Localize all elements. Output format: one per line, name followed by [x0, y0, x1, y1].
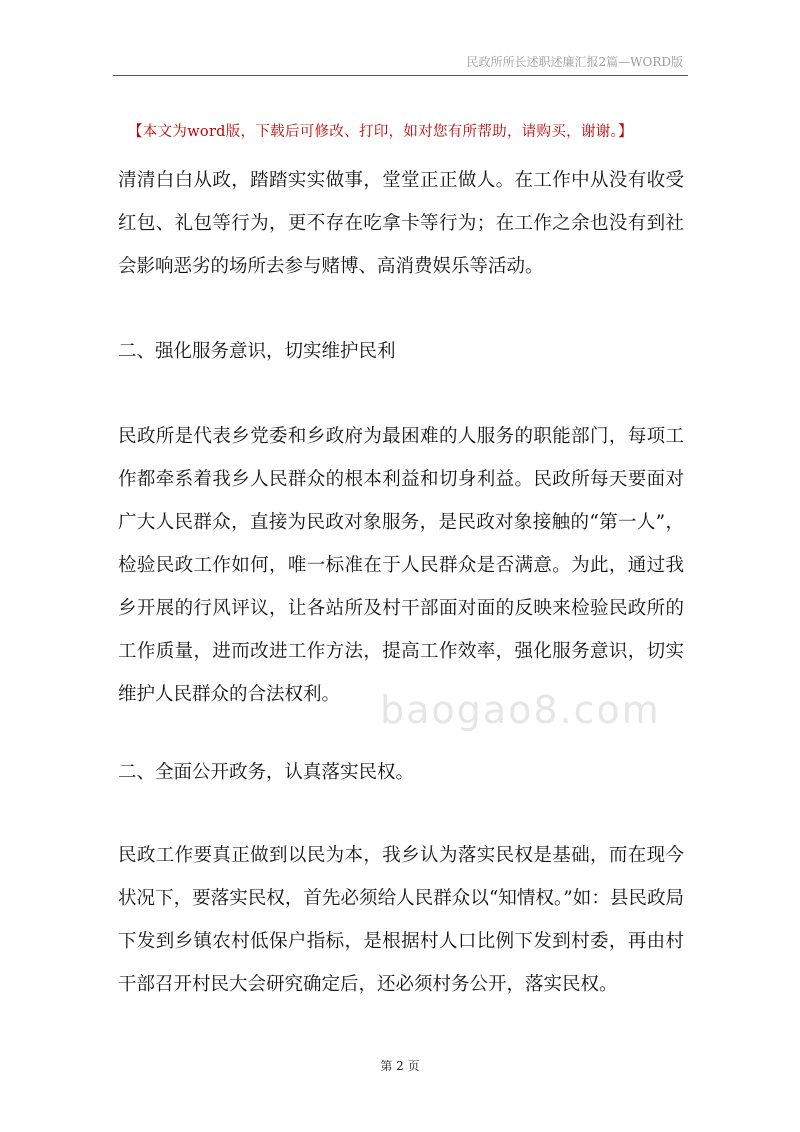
page-number: 第 2 页 [380, 1059, 420, 1073]
section-heading-transparency: 二、全面公开政务，认真落实民权。 [118, 762, 415, 783]
paragraph-service: 民政所是代表乡党委和乡政府为最困难的人服务的职能部门，每项工作都牵系着我乡人民群众的根本利益和切身利益。民政所每天要面对广大人民群众，直接为民政对象服务，是民政对象接触的“第一人”，检验民政工作如何，唯一标准在于人民群众是否满意。为此，通过我乡开展的行风评议，让各站所及村干部面对面的反映来检验民政所的工作质量，进而改进工作方法，提高工作效率，强化服务意识，切实维护人民群众的合法权利。 [118, 426, 684, 705]
paragraph-transparency: 民政工作要真正做到以民为本，我乡认为落实民权是基础，而在现今状况下，要落实民权，首先必须给人民群众以“知情权。”如：县民政局下发到乡镇农村低保户指标，是根据村人口比例下发到村委，再由村干部召开村民大会研究确定后，还必须村务公开，落实民权。 [118, 845, 684, 995]
running-header: 民政所所长述职述廉汇报2篇—WORD版 [466, 55, 683, 69]
watermark: baogao8.com [380, 688, 661, 732]
paragraph-integrity: 清清白白从政，踏踏实实做事，堂堂正正做人。在工作中从没有收受红包、礼包等行为，更不存在吃拿卡等行为；在工作之余也没有到社会影响恶劣的场所去参与赌博、高消费娱乐等活动。 [118, 170, 684, 277]
purchase-notice: 【本文为word版，下载后可修改、打印，如对您有所帮助，请购买，谢谢。】 [128, 124, 633, 140]
header-divider [113, 75, 688, 76]
section-heading-service: 二、强化服务意识，切实维护民利 [118, 341, 396, 362]
